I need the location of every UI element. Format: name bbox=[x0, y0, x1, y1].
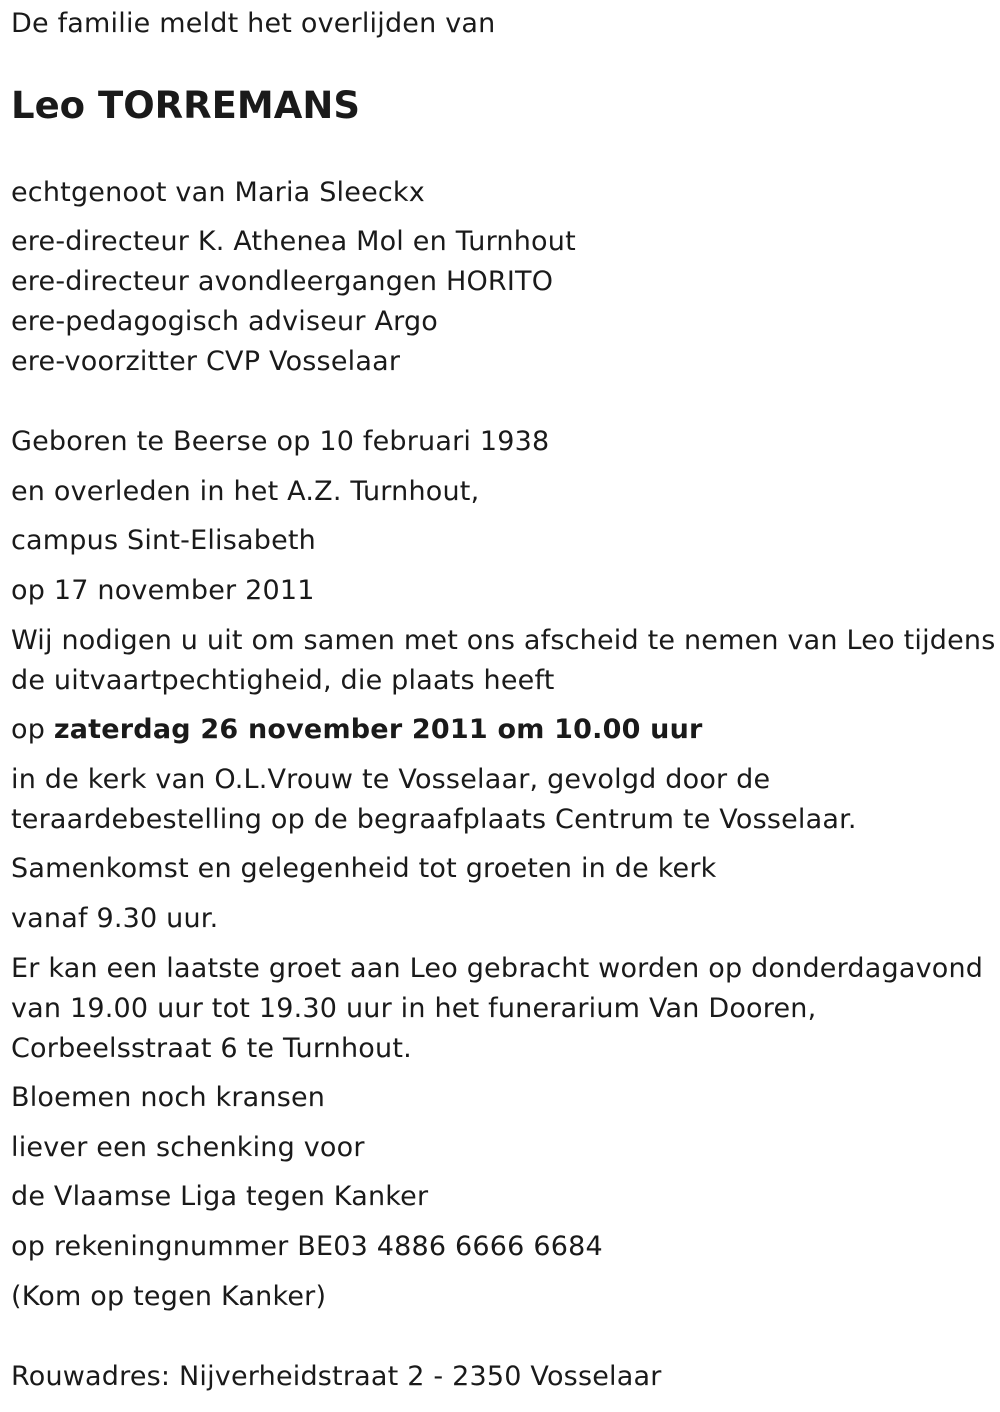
title-line: echtgenoot van Maria Sleeckx bbox=[11, 177, 425, 208]
last-greeting-line: Er kan een laatste groet aan Leo gebracht worden op donderdagavond bbox=[11, 953, 984, 984]
birth-death-line: en overleden in het A.Z. Turnhout, bbox=[11, 476, 480, 507]
title-line: ere-voorzitter CVP Vosselaar bbox=[11, 346, 401, 377]
church-line: teraardebestelling op de begraafplaats Centrum te Vosselaar. bbox=[11, 804, 857, 835]
mourning-address: Rouwadres: Nijverheidstraat 2 - 2350 Vosselaar bbox=[11, 1361, 662, 1392]
birth-death-line: op 17 november 2011 bbox=[11, 575, 315, 606]
church-line: in de kerk van O.L.Vrouw te Vosselaar, gevolgd door de bbox=[11, 764, 771, 795]
gathering-line: Samenkomst en gelegenheid tot groeten in de kerk bbox=[11, 853, 717, 884]
ceremony-date-bold: zaterdag 26 november 2011 om 10.00 uur bbox=[53, 714, 703, 745]
last-greeting-line: van 19.00 uur tot 19.30 uur in het funerarium Van Dooren, bbox=[11, 993, 817, 1024]
deceased-name: Leo TORREMANS bbox=[11, 84, 360, 127]
birth-death-line: Geboren te Beerse op 10 februari 1938 bbox=[11, 426, 550, 457]
title-line: ere-pedagogisch adviseur Argo bbox=[11, 306, 439, 337]
gathering-line: vanaf 9.30 uur. bbox=[11, 903, 219, 934]
donation-line: (Kom op tegen Kanker) bbox=[11, 1281, 327, 1312]
ceremony-date-prefix: op bbox=[11, 714, 54, 745]
invitation-line: de uitvaartpechtigheid, die plaats heeft bbox=[11, 665, 555, 696]
last-greeting-line: Corbeelsstraat 6 te Turnhout. bbox=[11, 1033, 412, 1064]
donation-line: op rekeningnummer BE03 4886 6666 6684 bbox=[11, 1231, 603, 1262]
ceremony-date-line bbox=[11, 710, 703, 750]
birth-death-line: campus Sint-Elisabeth bbox=[11, 525, 316, 556]
donation-line: liever een schenking voor bbox=[11, 1132, 365, 1163]
donation-line: Bloemen noch kransen bbox=[11, 1082, 326, 1113]
donation-line: de Vlaamse Liga tegen Kanker bbox=[11, 1181, 429, 1212]
title-line: ere-directeur K. Athenea Mol en Turnhout bbox=[11, 226, 576, 257]
title-line: ere-directeur avondleergangen HORITO bbox=[11, 266, 554, 297]
invitation-line: Wij nodigen u uit om samen met ons afscheid te nemen van Leo tijdens bbox=[11, 625, 996, 656]
intro-text: De familie meldt het overlijden van bbox=[11, 8, 496, 39]
